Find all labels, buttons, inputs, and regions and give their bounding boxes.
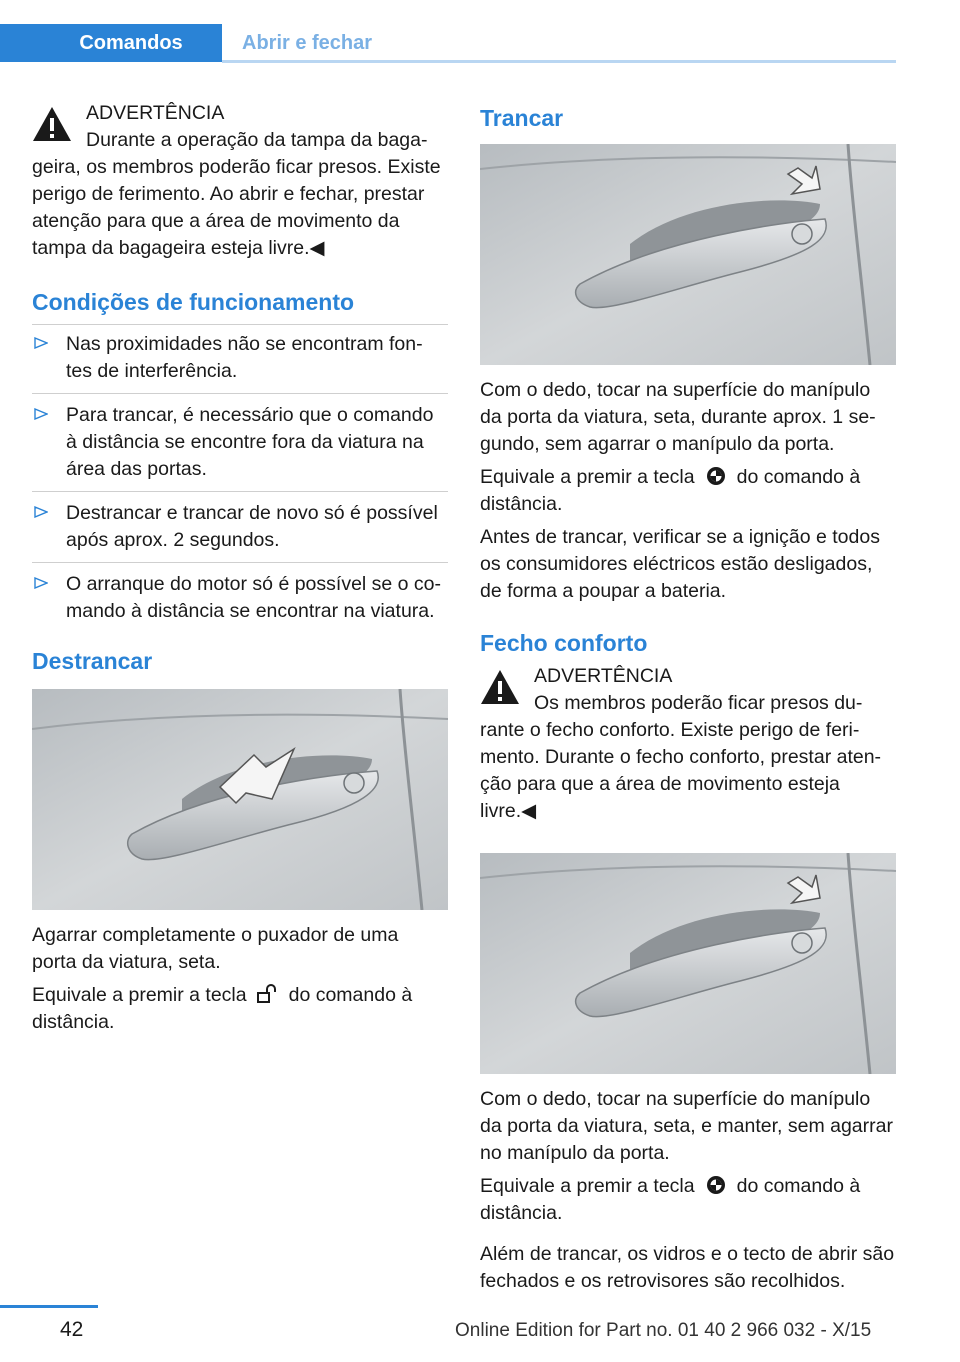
unlock-text: Agarrar completamente o puxador de uma porta da viatura, seta. [32, 924, 399, 973]
tab-comandos[interactable] [0, 24, 222, 62]
bullet-triangle-icon [34, 506, 48, 518]
tab-abrir-e-fechar[interactable]: Abrir e fechar [242, 32, 373, 54]
bullet-triangle-icon [34, 337, 48, 349]
comfort-equivalent-after: do comando à distância. [480, 1175, 861, 1224]
comfort-windows-text: Além de trancar, os vidros e o tecto de abrir são fechados e os retrovisores são recolhidos. [480, 1243, 895, 1292]
edition-text: Online Edition for Part no. 01 40 2 966 032 - X/15 [455, 1320, 872, 1341]
footer-rule [0, 1305, 98, 1308]
door-handle-unlock-image [32, 689, 448, 910]
unlock-equivalent-before: Equivale a premir a tecla [32, 984, 247, 1006]
door-handle-comfort-image [480, 853, 896, 1074]
warning-icon [32, 106, 72, 142]
unlock-equivalent-text [32, 982, 448, 1036]
bmw-logo-icon [703, 1175, 729, 1195]
list-item [32, 491, 448, 554]
conditions-list [32, 324, 448, 625]
conditions-heading: Condições de funcionamento [32, 289, 355, 315]
warning-title: ADVERTÊNCIA [86, 102, 225, 124]
list-item [32, 562, 448, 625]
unlock-equivalent-after: do comando à distância. [32, 984, 413, 1033]
lock-text: Com o dedo, tocar na superfície do manípulo da porta da viatura, seta, durante aprox. 1 se‐ gundo, sem agarrar o manípulo da porta. [480, 379, 876, 455]
comfort-equivalent-before: Equivale a premir a tecla [480, 1175, 695, 1197]
left-column [32, 100, 448, 1036]
list-item-text: Nas proximidades não se encontram fon‐ tes de interferência. [66, 333, 423, 382]
list-item [32, 324, 448, 385]
lock-equivalent-before: Equivale a premir a tecla [480, 466, 695, 488]
lock-heading: Trancar [480, 105, 564, 131]
unlock-key-icon [255, 984, 281, 1004]
lock-equivalent-text [480, 464, 896, 518]
warning-text-line1: Durante a operação da tampa da baga‐ [86, 129, 428, 151]
warning-text: geira, os membros poderão ficar presos. Existe perigo de ferimento. Ao abrir e fechar, prestar atenção para que a área de movimento da tampa da bagageira esteja livre.◀ [32, 156, 441, 259]
door-handle-lock-image [480, 144, 896, 365]
lock-equivalent-after: do comando à distância. [480, 466, 861, 515]
bmw-logo-icon [703, 466, 729, 486]
header-tabs [0, 24, 372, 62]
warning-text-line1: Os membros poderão ficar presos du‐ [534, 692, 863, 714]
lock-battery-text: Antes de trancar, verificar se a ignição e todos os consumidores eléctricos estão desligados, de forma a poupar a bateria. [480, 526, 880, 602]
right-column [480, 100, 896, 1295]
list-item-text: Para trancar, é necessário que o comando à distância se encontre fora da viatura na área das portas. [66, 404, 434, 480]
comfort-text: Com o dedo, tocar na superfície do manípulo da porta da viatura, seta, e manter, sem agarrar no manípulo da porta. [480, 1088, 893, 1164]
page-number: 42 [60, 1318, 84, 1341]
list-item-text: O arranque do motor só é possível se o co‐ mando à distância se encontrar na viatura. [66, 573, 442, 622]
comfort-equivalent-text [480, 1173, 896, 1227]
warning-text: rante o fecho conforto. Existe perigo de feri‐ mento. Durante o fecho conforto, prestar aten‐ ção para que a área de movimento esteja livre.◀ [480, 719, 882, 822]
list-item-text: Destrancar e trancar de novo só é possível após aprox. 2 segundos. [66, 502, 438, 551]
warning-block [32, 100, 448, 262]
warning-title: ADVERTÊNCIA [534, 665, 673, 687]
bullet-triangle-icon [34, 577, 48, 589]
header-rule [222, 60, 896, 63]
comfort-heading: Fecho conforto [480, 630, 648, 656]
unlock-heading: Destrancar [32, 648, 153, 674]
warning-block [480, 663, 896, 825]
warning-icon [480, 669, 520, 705]
tab-comandos-label: Comandos [79, 32, 183, 54]
bullet-triangle-icon [34, 408, 48, 420]
list-item [32, 393, 448, 483]
